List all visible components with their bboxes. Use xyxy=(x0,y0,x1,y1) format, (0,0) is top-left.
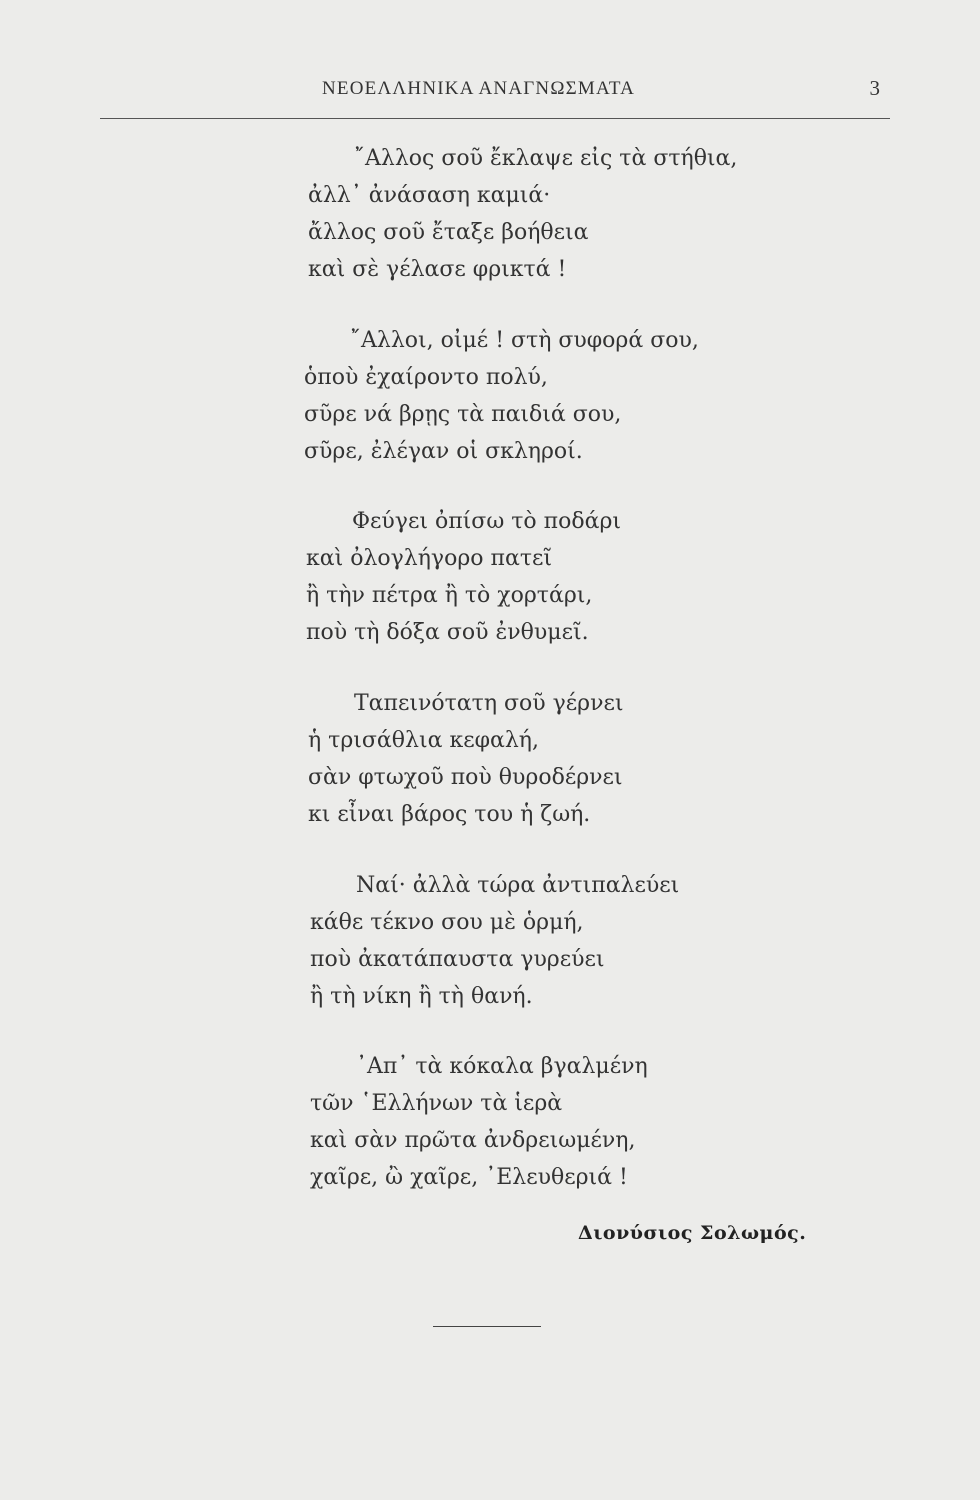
verse-line: καὶ σὲ γέλασε φρικτά ! xyxy=(308,257,567,282)
stanza-4 xyxy=(308,685,624,833)
stanza-2 xyxy=(304,322,699,470)
running-header xyxy=(100,78,890,108)
stanza-6 xyxy=(310,1048,648,1196)
verse-line: Φεύγει ὀπίσω τὸ ποδάρι xyxy=(352,509,622,534)
verse-line: χαῖρε, ὢ χαῖρε, ᾽Ελευθεριά ! xyxy=(310,1165,628,1190)
verse-line: σῦρε, ἐλέγαν οἱ σκληροί. xyxy=(304,439,583,464)
verse-line: ποὺ τὴ δόξα σοῦ ἐνθυμεῖ. xyxy=(306,620,589,645)
verse-line: ὁποὺ ἐχαίροντο πολύ, xyxy=(304,365,548,390)
verse-line: ᾽Απ᾽ τὰ κόκαλα βγαλμένη xyxy=(356,1054,648,1079)
header-title: ΝΕΟΕΛΛΗΝΙΚΑ ΑΝΑΓΝΩΣΜΑΤΑ xyxy=(322,78,636,99)
stanza-3 xyxy=(306,503,621,651)
verse-line: τῶν ῾Ελλήνων τὰ ἱερὰ xyxy=(310,1091,563,1116)
verse-line: ἢ τὴν πέτρα ἢ τὸ χορτάρι, xyxy=(306,583,593,608)
page-number: 3 xyxy=(869,76,880,100)
verse-line: ἡ τρισάθλια κεφαλή, xyxy=(308,728,539,753)
verse-line: ποὺ ἀκατάπαυστα γυρεύει xyxy=(310,947,605,972)
verse-line: καὶ σὰν πρῶτα ἀνδρειωμένη, xyxy=(310,1128,636,1153)
verse-line: κι εἶναι βάρος του ἡ ζωή. xyxy=(308,802,591,827)
verse-line: ἀλλ᾽ ἀνάσαση καμιά· xyxy=(308,183,551,208)
stanza-1 xyxy=(308,140,737,288)
verse-line: σῦρε νά βρῃς τὰ παιδιά σου, xyxy=(304,402,622,427)
verse-line: ῎Αλλος σοῦ ἔκλαψε εἰς τὰ στήθια, xyxy=(354,146,738,171)
verse-line: ἄλλος σοῦ ἔταξε βοήθεια xyxy=(308,220,589,245)
stanza-5 xyxy=(310,867,679,1015)
verse-line: καὶ ὀλογλήγορο πατεῖ xyxy=(306,546,553,571)
author-signature: Διονύσιος Σολωμός. xyxy=(578,1222,807,1244)
verse-line: ῎Αλλοι, οἰμέ ! στὴ συφορά σου, xyxy=(350,328,699,353)
verse-line: ἢ τὴ νίκη ἢ τὴ θανή. xyxy=(310,984,533,1009)
header-rule xyxy=(100,118,890,119)
end-rule xyxy=(433,1326,541,1327)
verse-line: Ναί· ἀλλὰ τώρα ἀντιπαλεύει xyxy=(356,873,680,898)
verse-line: σὰν φτωχοῦ ποὺ θυροδέρνει xyxy=(308,765,623,790)
verse-line: κάθε τέκνο σου μὲ ὁρμή, xyxy=(310,910,584,935)
verse-line: Ταπεινότατη σοῦ γέρνει xyxy=(354,691,624,716)
